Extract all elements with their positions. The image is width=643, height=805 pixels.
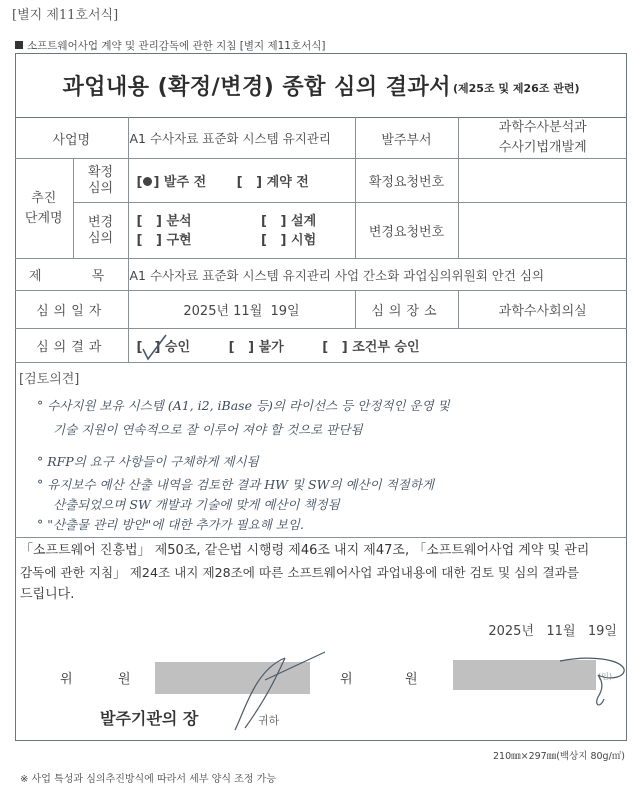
footnote: ※ 사업 특성과 심의추진방식에 따라서 세부 양식 조정 가능 (20, 774, 276, 785)
dept-value-line2: 수사기법개발계 (498, 140, 587, 155)
change-request-no-value[interactable] (458, 203, 627, 259)
option-before-order[interactable]: [ ] 발주 전 (136, 175, 207, 190)
square-bullet-icon (15, 41, 23, 49)
filled-dot-icon (143, 177, 152, 186)
legal-basis-text: 「소프트웨어 진흥법」 제50조, 같은법 시행령 제46조 내지 제47조, 「소프트웨어사업 계약 및 관리 감독에 관한 지침」 제24조 내지 제28조에 따른 소프트웨어사업 과업내용에 대한 검토 및 심의 결과를 드립니다. (20, 543, 590, 602)
member2-label-a: 위 (340, 672, 353, 687)
guideline-reference (15, 38, 326, 53)
seal-mark: (인) (598, 672, 612, 681)
dept-label: 발주부서 (355, 118, 458, 159)
paper-size-note: 210㎜×297㎜(백상지 80g/㎡) (492, 751, 625, 762)
title-main: 과업내용 (확정/변경) 종합 심의 결과서 (62, 74, 451, 100)
option-implementation[interactable]: [ ] 구현 (136, 232, 192, 248)
member1-label-b: 원 (118, 672, 131, 687)
review-result-options (128, 329, 627, 363)
row-subject (15, 259, 627, 291)
subject-label: 제 목 (15, 259, 128, 291)
change-options (128, 203, 355, 259)
review-date-value: 2025년 11월 19일 (128, 291, 355, 329)
option-reject[interactable]: [ ] 불가 (228, 340, 284, 355)
handwritten-line-1: ° 수사지원 보유 시스템 (A1, i2, iBase 등)의 라이선스 등 안정적인 운영 및 (37, 398, 450, 413)
confirm-request-no-value[interactable] (458, 159, 627, 203)
stage-label-line2: 단계명 (24, 210, 63, 226)
stage-label (15, 159, 73, 259)
project-name-label: 사업명 (15, 118, 128, 159)
member2-signature-icon (560, 655, 630, 715)
member2-label-b: 원 (405, 672, 418, 687)
review-opinion-label: [검토의견] (19, 372, 80, 387)
change-request-no-label: 변경요청번호 (355, 203, 458, 259)
form-number-tag: [별지 제11호서식] (12, 8, 119, 23)
review-result-label: 심의결과 (15, 329, 128, 363)
addressee-suffix: 귀하 (258, 714, 280, 727)
option-before-contract[interactable]: [ ] 계약 전 (236, 175, 309, 190)
handwritten-line-2: 기술 지원이 연속적으로 잘 이루어 져야 할 것으로 판단됨 (53, 422, 363, 437)
handwritten-line-4: ° 유지보수 예산 산출 내역을 검토한 결과 HW 및 SW의 예산이 적절하게 (37, 477, 434, 492)
option-analysis[interactable]: [ ] 분석 (136, 213, 192, 229)
review-place-value: 과학수사회의실 (458, 291, 627, 329)
row-change-review (15, 203, 627, 259)
addressee-name: 발주기관의 장 (100, 709, 199, 728)
document-title (15, 53, 627, 117)
review-date-label: 심의일자 (15, 291, 128, 329)
project-name-value: A1 수사자료 표준화 시스템 유지관리 (128, 118, 355, 159)
dept-value (458, 118, 627, 159)
handwritten-line-5: 산출되었으며 SW 개발과 기술에 맞게 예산이 책정됨 (53, 497, 340, 512)
dept-value-line1: 과학수사분석과 (498, 120, 587, 135)
handwritten-line-3: ° RFP의 요구 사항들이 구체하게 제시됨 (37, 454, 259, 469)
review-opinion-section (15, 362, 627, 538)
title-article-ref: (제25조 및 제26조 관련) (453, 82, 580, 95)
option-design[interactable]: [ ] 설계 (261, 213, 317, 229)
option-conditional-approve[interactable]: [ ] 조건부 승인 (322, 340, 420, 355)
stage-label-line1: 추진 (31, 190, 57, 206)
member1-label-a: 위 (60, 672, 73, 687)
subject-value: A1 수사자료 표준화 시스템 유지관리 사업 간소화 과업심의위원회 안건 심의 (128, 259, 627, 291)
change-review-label: 변경 심의 (73, 203, 128, 259)
guideline-text: 소프트웨어사업 계약 및 관리감독에 관한 지침 [별지 제11호서식] (27, 40, 326, 52)
review-place-label: 심의장소 (355, 291, 458, 329)
confirm-options (128, 159, 355, 203)
confirm-request-no-label: 확정요청번호 (355, 159, 458, 203)
form-table (15, 117, 627, 363)
row-project (15, 118, 627, 159)
handwritten-line-6: ° "산출물 관리 방안"에 대한 추가가 필요해 보임. (37, 517, 304, 532)
row-confirm-review (15, 159, 627, 203)
row-review-date (15, 291, 627, 329)
option-approve[interactable]: [ ] 승인 (137, 336, 191, 355)
row-review-result (15, 329, 627, 363)
sign-date: 2025년 11월 19일 (488, 624, 617, 639)
confirm-review-label: 확정 심의 (73, 159, 128, 203)
option-test[interactable]: [ ] 시험 (261, 232, 317, 248)
